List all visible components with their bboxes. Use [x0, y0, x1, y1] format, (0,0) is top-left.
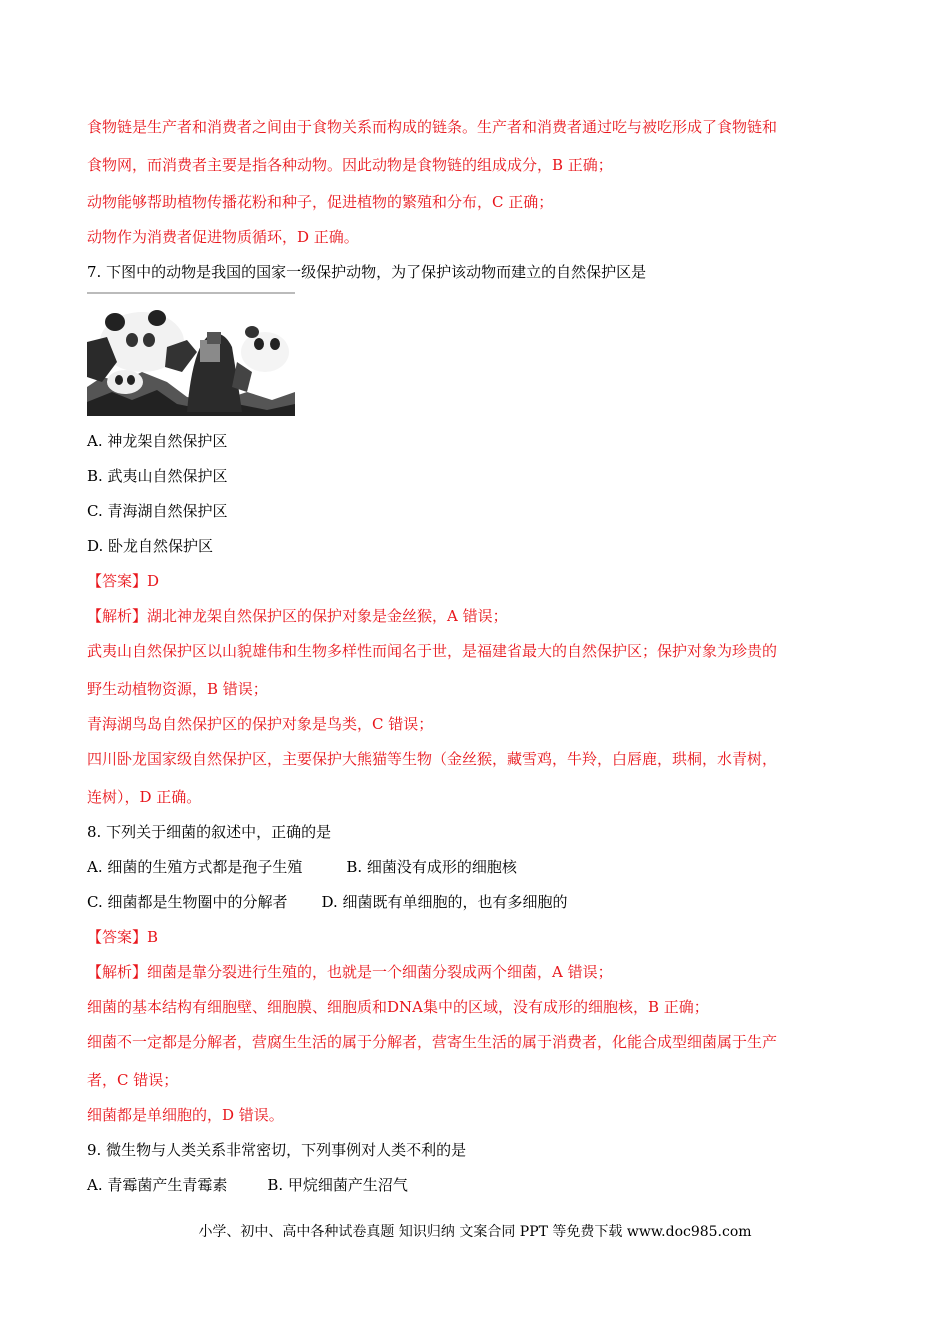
- q8-analysis-line-4: 者，C 错误；: [87, 1071, 179, 1089]
- intro-line-1: 食物链是生产者和消费者之间由于食物关系而构成的链条。生产者和消费者通过吃与被吃形成了食物链和: [87, 118, 778, 136]
- q8-options-row-1: [87, 857, 517, 877]
- q7-option-a: A. 神龙架自然保护区: [87, 432, 228, 450]
- answer-tag: 【答案】: [87, 928, 148, 946]
- page-footer: 小学、初中、高中各种试卷真题 知识归纳 文案合同 PPT 等免费下载 www.doc985.com: [198, 1224, 752, 1240]
- q8-analysis-line-2: 细菌的基本结构有细胞壁、细胞膜、细胞质和DNA集中的区域，没有成形的细胞核，B 正确；: [87, 998, 709, 1016]
- intro-line-2: 食物网，而消费者主要是指各种动物。因此动物是食物链的组成成分，B 正确；: [87, 156, 613, 174]
- q8-answer: [87, 927, 158, 947]
- q7-option-b: B. 武夷山自然保护区: [87, 467, 228, 485]
- q7-option-c: C. 青海湖自然保护区: [87, 502, 228, 520]
- q7-stem: 7. 下图中的动物是我国的国家一级保护动物，为了保护该动物而建立的自然保护区是: [87, 263, 647, 281]
- q7-analysis-line-6: 连树），D 正确。: [87, 788, 202, 806]
- q8-analysis-line-3: 细菌不一定都是分解者，营腐生生活的属于分解者，营寄生生活的属于消费者，化能合成型细菌属于生产: [87, 1033, 778, 1051]
- q7-option-d: D. 卧龙自然保护区: [87, 537, 214, 555]
- q9-option-b: B. 甲烷细菌产生沼气: [267, 1176, 408, 1194]
- q9-options-row-1: [87, 1175, 408, 1195]
- q9-stem: 9. 微生物与人类关系非常密切，下列事例对人类不利的是: [87, 1141, 467, 1159]
- intro-line-4: 动物作为消费者促进物质循环，D 正确。: [87, 228, 359, 246]
- analysis-tag: 【解析】: [87, 607, 148, 625]
- analysis-tag: 【解析】: [87, 963, 148, 981]
- q7-analysis-line-1: [87, 606, 508, 626]
- q9-option-a: A. 青霉菌产生青霉素: [87, 1176, 228, 1194]
- q7-analysis-line-3: 野生动植物资源，B 错误；: [87, 680, 268, 698]
- q8-option-b: B. 细菌没有成形的细胞核: [346, 858, 517, 876]
- answer-value: B: [147, 928, 159, 946]
- q8-options-row-2: [87, 892, 568, 912]
- q8-analysis-line-1: [87, 962, 613, 982]
- panda-photo: [87, 292, 295, 416]
- q8-stem: 8. 下列关于细菌的叙述中，正确的是: [87, 823, 332, 841]
- q7-analysis-line-2: 武夷山自然保护区以山貌雄伟和生物多样性而闻名于世，是福建省最大的自然保护区；保护对象为珍贵的: [87, 642, 778, 660]
- analysis-text: 细菌是靠分裂进行生殖的，也就是一个细菌分裂成两个细菌，A 错误；: [147, 963, 613, 981]
- analysis-text: 湖北神龙架自然保护区的保护对象是金丝猴，A 错误；: [147, 607, 508, 625]
- q7-answer: [87, 571, 159, 591]
- answer-value: D: [147, 572, 160, 590]
- q7-analysis-line-5: 四川卧龙国家级自然保护区，主要保护大熊猫等生物（金丝猴，藏雪鸡，牛羚，白唇鹿，珙桐，水青树，: [87, 750, 778, 768]
- q8-option-d: D. 细菌既有单细胞的，也有多细胞的: [321, 893, 568, 911]
- answer-tag: 【答案】: [87, 572, 148, 590]
- q7-analysis-line-4: 青海湖鸟岛自然保护区的保护对象是鸟类，C 错误；: [87, 715, 434, 733]
- q8-analysis-line-5: 细菌都是单细胞的，D 错误。: [87, 1106, 284, 1124]
- intro-line-3: 动物能够帮助植物传播花粉和种子，促进植物的繁殖和分布，C 正确；: [87, 193, 554, 211]
- q8-option-a: A. 细菌的生殖方式都是孢子生殖: [87, 858, 303, 876]
- q8-option-c: C. 细菌都是生物圈中的分解者: [87, 893, 288, 911]
